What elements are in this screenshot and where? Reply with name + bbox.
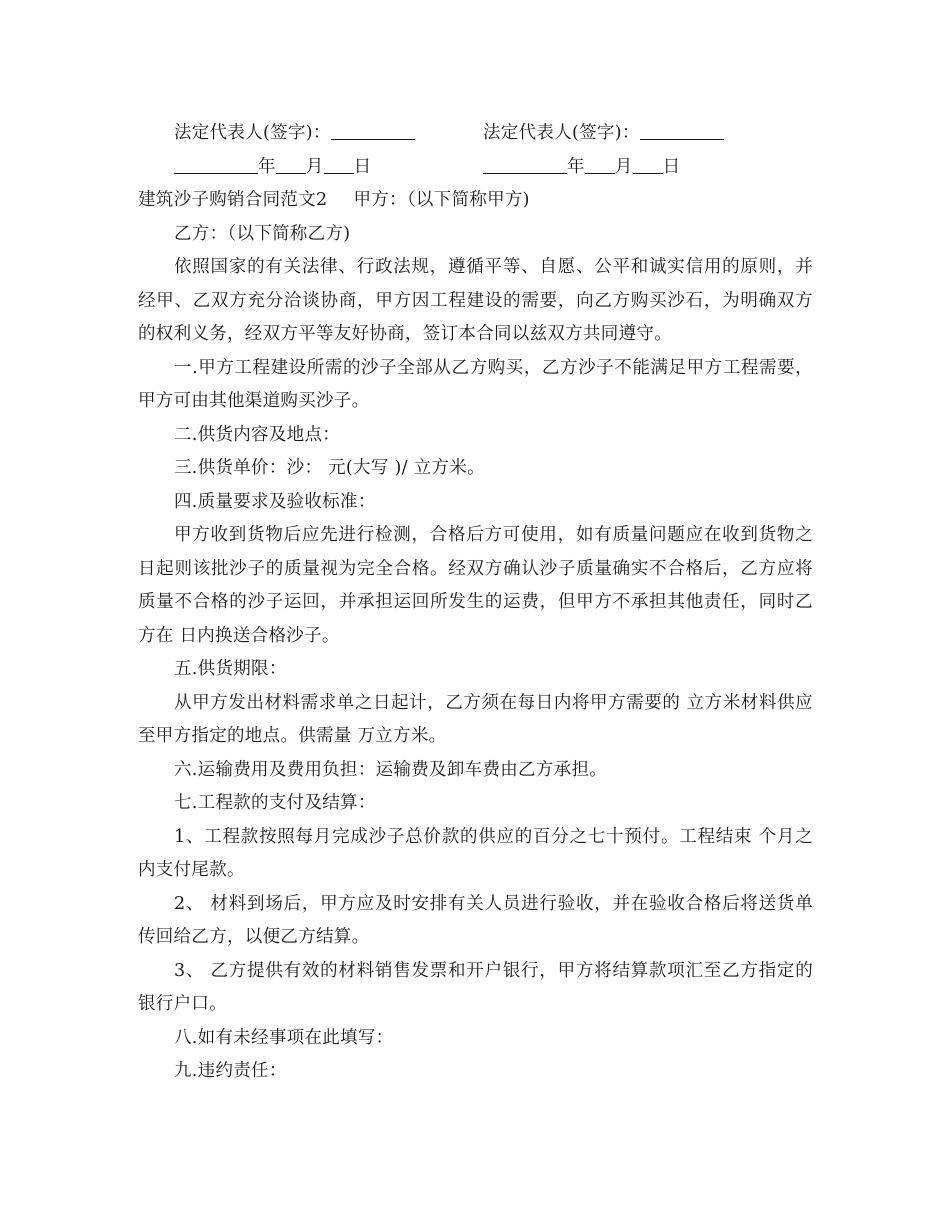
contract-page — [138, 117, 813, 1089]
clause-2-heading: 二.供货内容及地点： — [174, 424, 341, 445]
signature-row — [138, 117, 813, 151]
right-day-blank — [633, 155, 663, 174]
clause-3-price: 三.供货单价：沙： 元(大写 )/ 立方米。 — [174, 458, 485, 478]
clause-4-body: 甲方收到货物后应先进行检测，合格后方可使用，如有质量问题应在收到货物之日起则该批沙子的质量视为完全合格。经双方确认沙子质量确实不合格后，乙方应将质量不合格的沙子运回，并承担运回所发生的运费，但甲方不承担其他责任，同时乙方在 日内换送合格沙子。 — [138, 525, 813, 646]
left-month-blank — [276, 155, 306, 174]
right-year-blank — [483, 155, 567, 174]
date-row — [138, 151, 813, 185]
clause-5-heading: 五.供货期限： — [174, 659, 287, 679]
left-year-label: 年 — [258, 156, 276, 177]
right-signature — [483, 117, 813, 151]
party-a-line: 甲方：（以下简称甲方) — [353, 190, 530, 210]
left-date — [138, 151, 483, 185]
title-line — [138, 184, 813, 218]
left-signature — [138, 117, 483, 151]
clause-5-body: 从甲方发出材料需求单之日起计，乙方须在每日内将甲方需要的 立方米材料供应至甲方指定的地点。供需量 万立方米。 — [138, 692, 813, 746]
clause-7-item-3: 3、 乙方提供有效的材料销售发票和开户银行，甲方将结算款项汇至乙方指定的银行户口。 — [138, 960, 813, 1014]
party-b-line: 乙方：（以下简称乙方) — [174, 223, 351, 244]
clause-8: 八.如有未经事项在此填写： — [174, 1027, 394, 1048]
clause-9-heading: 九.违约责任： — [174, 1061, 287, 1081]
left-day-label: 日 — [353, 156, 372, 177]
clause-1: 一.甲方工程建设所需的沙子全部从乙方购买，乙方沙子不能满足甲方工程需要，甲方可由其他渠道购买沙子。 — [138, 357, 813, 411]
left-rep-blank — [331, 121, 415, 140]
left-year-blank — [174, 155, 258, 174]
left-month-label: 月 — [305, 156, 324, 177]
right-day-label: 日 — [662, 156, 681, 177]
clause-6: 六.运输费用及费用负担：运输费及卸车费由乙方承担。 — [174, 759, 608, 780]
left-rep-label: 法定代表人(签字)： — [174, 123, 331, 143]
right-month-blank — [585, 155, 615, 174]
preamble-paragraph: 依照国家的有关法律、行政法规，遵循平等、自愿、公平和诚实信用的原则，并经甲、乙双方充分洽谈协商，甲方因工程建设的需要，向乙方购买沙石，为明确双方的权利义务，经双方平等友好协商，签订本合同以兹双方共同遵守。 — [138, 257, 813, 344]
right-rep-label: 法定代表人(签字)： — [483, 123, 640, 143]
left-day-blank — [324, 155, 354, 174]
right-date — [483, 151, 813, 185]
clause-7-heading: 七.工程款的支付及结算： — [174, 793, 376, 813]
right-month-label: 月 — [614, 156, 633, 177]
clause-4-heading: 四.质量要求及验收标准： — [174, 491, 376, 512]
clause-7-item-2: 2、 材料到场后，甲方应及时安排有关人员进行验收，并在验收合格后将送货单传回给乙方，以便乙方结算。 — [138, 893, 813, 947]
clause-7-item-1: 1、工程款按照每月完成沙子总价款的供应的百分之七十预付。工程结束 个月之内支付尾款。 — [138, 826, 813, 880]
contract-title: 建筑沙子购销合同范文2 — [138, 190, 328, 210]
right-year-label: 年 — [567, 156, 585, 177]
right-rep-blank — [640, 121, 724, 140]
